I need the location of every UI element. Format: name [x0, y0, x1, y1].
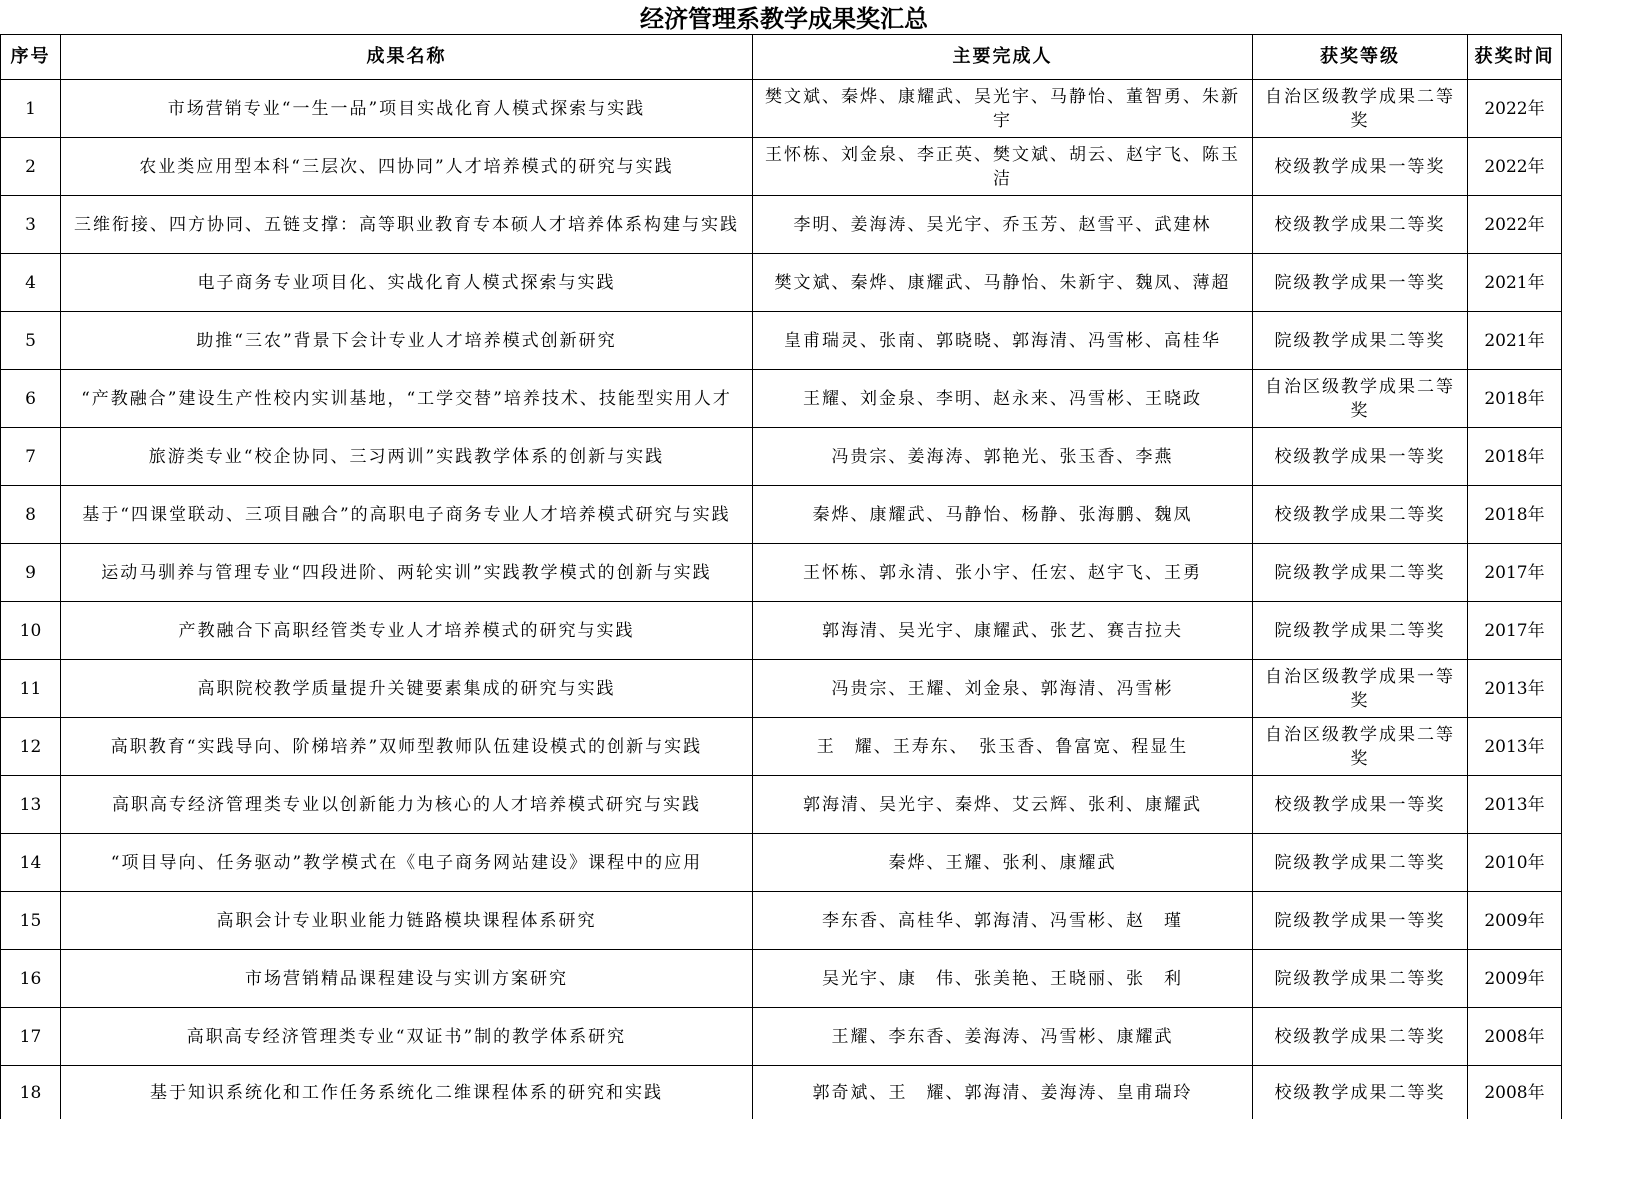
cell-people: 王耀、刘金泉、李明、赵永来、冯雪彬、王晓政 — [753, 370, 1253, 428]
cell-level: 自治区级教学成果二等奖 — [1253, 370, 1468, 428]
table-row — [1, 718, 1562, 776]
cell-year: 2009年 — [1468, 892, 1562, 950]
cell-level: 自治区级教学成果一等奖 — [1253, 660, 1468, 718]
cell-level: 校级教学成果二等奖 — [1253, 196, 1468, 254]
cell-year: 2022年 — [1468, 196, 1562, 254]
cell-name: 电子商务专业项目化、实战化育人模式探索与实践 — [61, 254, 753, 312]
cell-level: 校级教学成果二等奖 — [1253, 1008, 1468, 1066]
cell-name: 高职教育“实践导向、阶梯培养”双师型教师队伍建设模式的创新与实践 — [61, 718, 753, 776]
cell-name: 助推“三农”背景下会计专业人才培养模式创新研究 — [61, 312, 753, 370]
cell-year: 2013年 — [1468, 660, 1562, 718]
cell-level: 院级教学成果二等奖 — [1253, 602, 1468, 660]
cell-people: 郭海清、吴光宇、秦烨、艾云辉、张利、康耀武 — [753, 776, 1253, 834]
cell-no: 15 — [1, 892, 61, 950]
cell-year: 2017年 — [1468, 544, 1562, 602]
cell-level: 院级教学成果二等奖 — [1253, 834, 1468, 892]
cell-level: 校级教学成果二等奖 — [1253, 1066, 1468, 1120]
table-row — [1, 138, 1562, 196]
cell-year: 2013年 — [1468, 776, 1562, 834]
cell-people: 樊文斌、秦烨、康耀武、马静怡、朱新宇、魏凤、薄超 — [753, 254, 1253, 312]
cell-people: 秦烨、王耀、张利、康耀武 — [753, 834, 1253, 892]
cell-name: 高职高专经济管理类专业以创新能力为核心的人才培养模式研究与实践 — [61, 776, 753, 834]
header-people: 主要完成人 — [753, 35, 1253, 80]
cell-level: 院级教学成果二等奖 — [1253, 544, 1468, 602]
cell-no: 1 — [1, 80, 61, 138]
table-row — [1, 834, 1562, 892]
cell-year: 2010年 — [1468, 834, 1562, 892]
cell-no: 11 — [1, 660, 61, 718]
cell-no: 13 — [1, 776, 61, 834]
cell-people: 王怀栋、刘金泉、李正英、樊文斌、胡云、赵宇飞、陈玉洁 — [753, 138, 1253, 196]
cell-people: 冯贵宗、王耀、刘金泉、郭海清、冯雪彬 — [753, 660, 1253, 718]
cell-year: 2017年 — [1468, 602, 1562, 660]
table-row — [1, 196, 1562, 254]
cell-people: 王 耀、王寿东、 张玉香、鲁富宽、程显生 — [753, 718, 1253, 776]
cell-name: 运动马驯养与管理专业“四段进阶、两轮实训”实践教学模式的创新与实践 — [61, 544, 753, 602]
table-row — [1, 1008, 1562, 1066]
table-row — [1, 776, 1562, 834]
cell-no: 2 — [1, 138, 61, 196]
header-name: 成果名称 — [61, 35, 753, 80]
cell-level: 自治区级教学成果二等奖 — [1253, 718, 1468, 776]
cell-level: 院级教学成果二等奖 — [1253, 312, 1468, 370]
cell-no: 14 — [1, 834, 61, 892]
cell-year: 2009年 — [1468, 950, 1562, 1008]
cell-no: 4 — [1, 254, 61, 312]
cell-no: 10 — [1, 602, 61, 660]
cell-name: 高职院校教学质量提升关键要素集成的研究与实践 — [61, 660, 753, 718]
cell-name: 高职会计专业职业能力链路模块课程体系研究 — [61, 892, 753, 950]
cell-no: 8 — [1, 486, 61, 544]
table-row — [1, 950, 1562, 1008]
cell-name: 农业类应用型本科“三层次、四协同”人才培养模式的研究与实践 — [61, 138, 753, 196]
cell-level: 校级教学成果一等奖 — [1253, 428, 1468, 486]
cell-name: 基于知识系统化和工作任务系统化二维课程体系的研究和实践 — [61, 1066, 753, 1120]
cell-people: 吴光宇、康 伟、张美艳、王晓丽、张 利 — [753, 950, 1253, 1008]
table-row — [1, 602, 1562, 660]
cell-year: 2013年 — [1468, 718, 1562, 776]
cell-people: 秦烨、康耀武、马静怡、杨静、张海鹏、魏凤 — [753, 486, 1253, 544]
cell-no: 9 — [1, 544, 61, 602]
cell-year: 2008年 — [1468, 1066, 1562, 1120]
cell-no: 7 — [1, 428, 61, 486]
cell-no: 17 — [1, 1008, 61, 1066]
cell-level: 校级教学成果一等奖 — [1253, 776, 1468, 834]
cell-people: 李东香、高桂华、郭海清、冯雪彬、赵 瑾 — [753, 892, 1253, 950]
cell-people: 皇甫瑞灵、张南、郭晓晓、郭海清、冯雪彬、高桂华 — [753, 312, 1253, 370]
cell-people: 樊文斌、秦烨、康耀武、吴光宇、马静怡、董智勇、朱新宇 — [753, 80, 1253, 138]
cell-no: 16 — [1, 950, 61, 1008]
table-row — [1, 892, 1562, 950]
cell-level: 校级教学成果二等奖 — [1253, 486, 1468, 544]
cell-people: 冯贵宗、姜海涛、郭艳光、张玉香、李燕 — [753, 428, 1253, 486]
page-title: 经济管理系教学成果奖汇总 — [640, 4, 928, 33]
cell-year: 2008年 — [1468, 1008, 1562, 1066]
cell-no: 12 — [1, 718, 61, 776]
cell-name: 三维衔接、四方协同、五链支撑：高等职业教育专本硕人才培养体系构建与实践 — [61, 196, 753, 254]
table-row — [1, 660, 1562, 718]
table-row — [1, 312, 1562, 370]
header-no: 序号 — [1, 35, 61, 80]
table-row — [1, 1066, 1562, 1120]
cell-name: 高职高专经济管理类专业“双证书”制的教学体系研究 — [61, 1008, 753, 1066]
header-row — [1, 35, 1562, 80]
cell-name: 市场营销精品课程建设与实训方案研究 — [61, 950, 753, 1008]
cell-no: 18 — [1, 1066, 61, 1120]
cell-level: 校级教学成果一等奖 — [1253, 138, 1468, 196]
cell-people: 王怀栋、郭永清、张小宇、任宏、赵宇飞、王勇 — [753, 544, 1253, 602]
cell-name: “产教融合”建设生产性校内实训基地，“工学交替”培养技术、技能型实用人才 — [61, 370, 753, 428]
cell-name: 产教融合下高职经管类专业人才培养模式的研究与实践 — [61, 602, 753, 660]
cell-year: 2022年 — [1468, 80, 1562, 138]
cell-year: 2018年 — [1468, 486, 1562, 544]
cell-no: 5 — [1, 312, 61, 370]
cell-name: 基于“四课堂联动、三项目融合”的高职电子商务专业人才培养模式研究与实践 — [61, 486, 753, 544]
awards-table — [0, 34, 1562, 1119]
header-year: 获奖时间 — [1468, 35, 1562, 80]
table-row — [1, 370, 1562, 428]
table-row — [1, 486, 1562, 544]
cell-year: 2018年 — [1468, 370, 1562, 428]
cell-year: 2021年 — [1468, 312, 1562, 370]
cell-year: 2018年 — [1468, 428, 1562, 486]
table-row — [1, 254, 1562, 312]
cell-people: 王耀、李东香、姜海涛、冯雪彬、康耀武 — [753, 1008, 1253, 1066]
table-row — [1, 80, 1562, 138]
cell-name: 市场营销专业“一生一品”项目实战化育人模式探索与实践 — [61, 80, 753, 138]
cell-year: 2021年 — [1468, 254, 1562, 312]
cell-people: 郭奇斌、王 耀、郭海清、姜海涛、皇甫瑞玲 — [753, 1066, 1253, 1120]
cell-people: 李明、姜海涛、吴光宇、乔玉芳、赵雪平、武建林 — [753, 196, 1253, 254]
cell-level: 自治区级教学成果二等奖 — [1253, 80, 1468, 138]
cell-no: 6 — [1, 370, 61, 428]
cell-level: 院级教学成果一等奖 — [1253, 254, 1468, 312]
table-row — [1, 428, 1562, 486]
cell-name: “项目导向、任务驱动”教学模式在《电子商务网站建设》课程中的应用 — [61, 834, 753, 892]
cell-year: 2022年 — [1468, 138, 1562, 196]
cell-level: 院级教学成果一等奖 — [1253, 892, 1468, 950]
cell-people: 郭海清、吴光宇、康耀武、张艺、赛吉拉夫 — [753, 602, 1253, 660]
cell-no: 3 — [1, 196, 61, 254]
cell-name: 旅游类专业“校企协同、三习两训”实践教学体系的创新与实践 — [61, 428, 753, 486]
cell-level: 院级教学成果二等奖 — [1253, 950, 1468, 1008]
table-row — [1, 544, 1562, 602]
header-level: 获奖等级 — [1253, 35, 1468, 80]
